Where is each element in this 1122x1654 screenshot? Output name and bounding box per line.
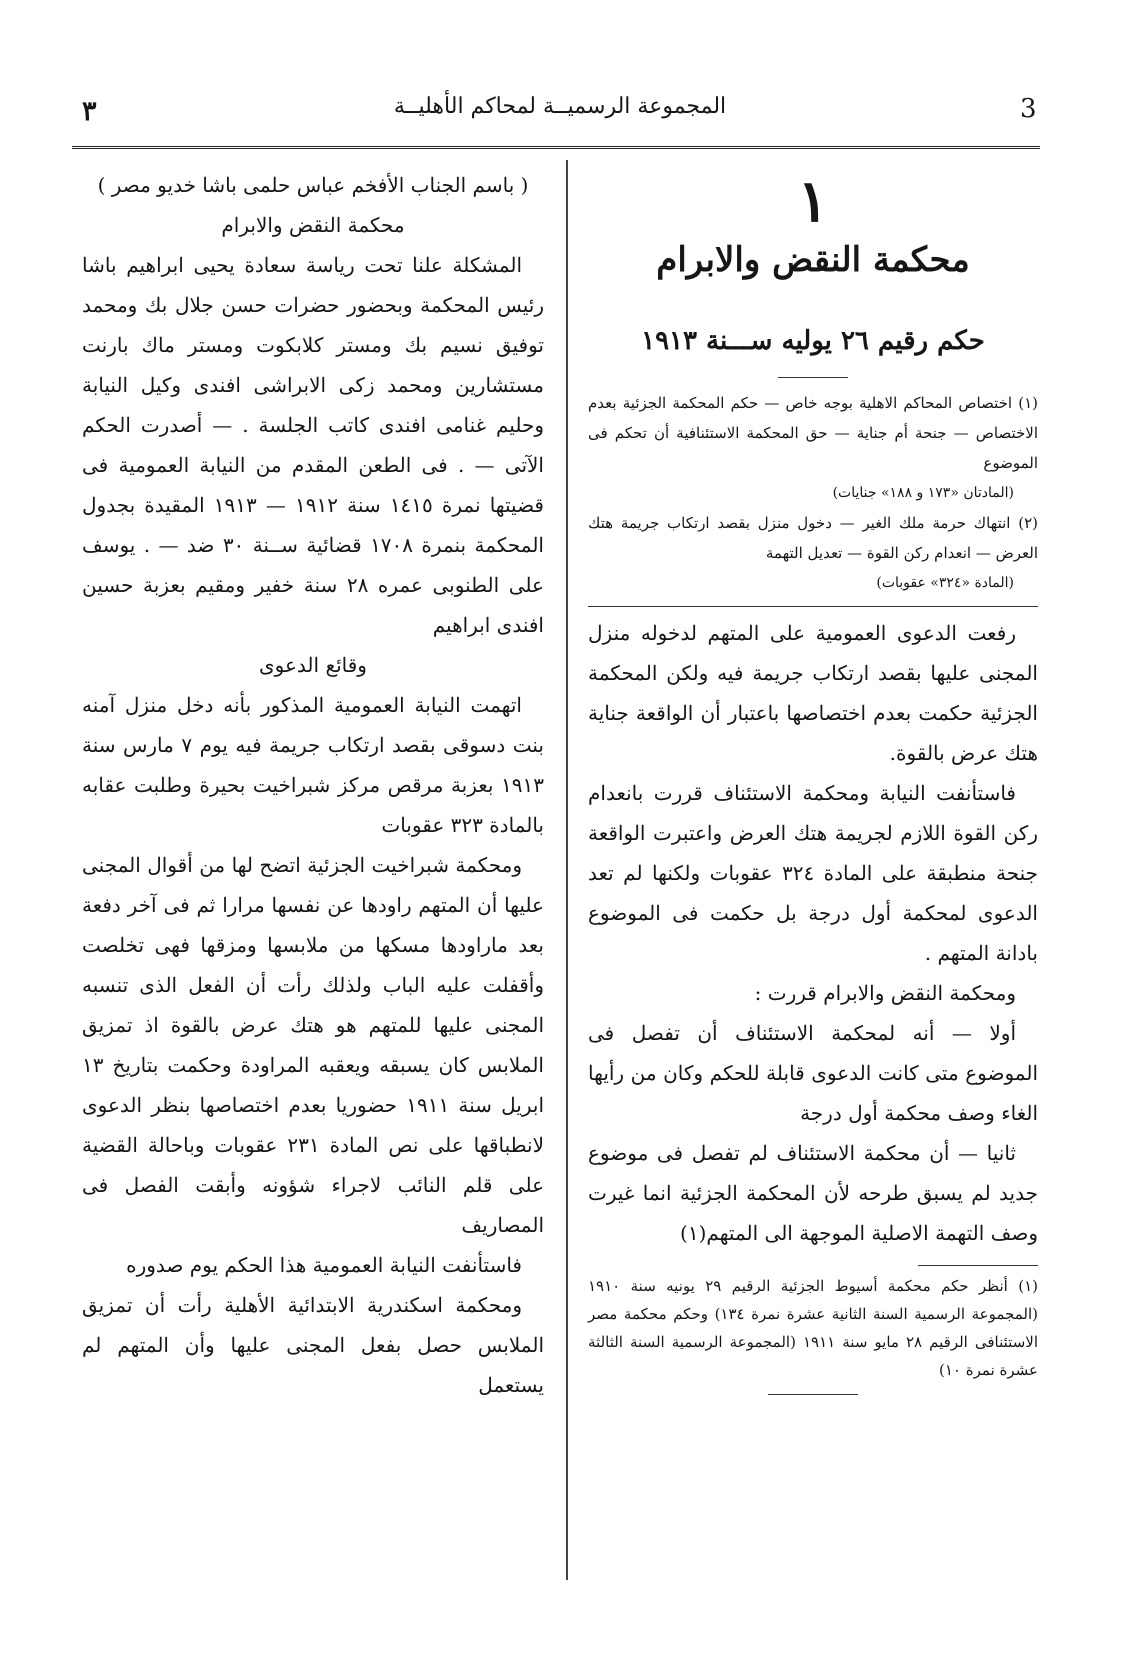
body-paragraph: رفعت الدعوى العمومية على المتهم لدخوله منزل المجنى عليها بقصد ارتكاب جريمة فيه ولكن المحكمة الجزئية حكمت بعدم اختصاصها باعتبار أن الواقعة جناية هتك عرض بالقوة.	[588, 621, 1038, 765]
body-paragraph: فاستأنفت النيابة ومحكمة الاستئناف قررت بانعدام ركن القوة اللازم لجريمة هتك العرض واعتبرت الواقعة جنحة منطبقة على المادة ٣٢٤ عقوبات ولكنها لم تعد الدعوى لمحكمة أول درجة بل حكمت فى الموضوع بادانة المتهم .	[588, 781, 1039, 965]
column-divider	[566, 160, 568, 1580]
body-paragraph: اتهمت النيابة العمومية المذكور بأنه دخل منزل آمنه بنت دسوقى بقصد ارتكاب جريمة فيه يوم ٧ مارس سنة ١٩١٣ بعزبة مرقص مركز شبراخيت بحيرة وطلبت عقابه بالمادة ٣٢٣ عقوبات	[82, 693, 544, 837]
footnote-divider	[918, 1265, 1038, 1266]
left-column	[82, 165, 544, 1405]
body-paragraph: ومحكمة شبراخيت الجزئية اتضح لها من أقوال المجنى عليها أن المتهم راودها عن نفسها مرارا ثم فى آخر دفعة بعد ماراودها مسكها من ملابسها ومزقها فهى تخلصت وأقفلت عليه الباب ولذلك رأت أن الفعل الذى تنسبه المجنى عليها للمتهم هو هتك عرض بالقوة اذ تمزيق الملابس كان يسبقه ويعقبه المراودة وحكمت بتاريخ ١٣ ابريل سنة ١٩١١ حضوريا بعدم اختصاصها بنظر الدعوى لانطباقها على نص المادة ٢٣١ عقوبات وباحالة القضية على قلم النائب لاجراء شؤونه وأبقت الفصل فى المصاريف	[82, 853, 545, 1237]
body-paragraph: المشكلة علنا تحت رياسة سعادة يحيى ابراهيم باشا رئيس المحكمة وبحضور حضرات حسن جلال بك ومحمد توفيق نسيم بك ومستر كلابكوت ومستر ماك بارنت مستشارين ومحمد زكى الابراشى افندى وكيل النيابة وحليم غنامى افندى كاتب الجلسة . — أصدرت الحكم الآتى — . فى الطعن المقدم من النيابة العمومية فى قضيتها نمرة ١٤١٥ سنة ١٩١٢ — ١٩١٣ المقيدة بجدول المحكمة بنمرة ١٧٠٨ قضائية ســنة ٣٠ ضد — . يوسف على الطنوبى عمره ٢٨ سنة خفير ومقيم بعزبة حسين افندى ابراهيم	[82, 253, 544, 637]
body-paragraph: ومحكمة اسكندرية الابتدائية الأهلية رأت أن تمزيق الملابس حصل بفعل المجنى عليها وأن المتهم لم يستعمل	[82, 1293, 545, 1397]
body-paragraph: أولا — أنه لمحكمة الاستئناف أن تفصل فى الموضوع متى كانت الدعوى قابلة للحكم وكان من رأيها الغاء وصف محكمة أول درجة	[588, 1021, 1038, 1125]
header-double-rule	[72, 146, 1040, 149]
court-name: محكمة النقض والابرام	[221, 213, 405, 237]
footnote: (١) أنظر حكم محكمة أسيوط الجزئية الرقيم ٢٩ يونيه سنة ١٩١٠ (المجموعة الرسمية السنة الثانية عشرة نمرة ١٣٤) وحكم محكمة مصر الاستئنافى الرقيم ٢٨ مايو سنة ١٩١١ (المجموعة الرسمية السنة الثالثة عشرة نمرة ١٠)	[588, 1277, 1038, 1379]
right-column	[588, 165, 1038, 1395]
facts-heading: وقائع الدعوى	[259, 653, 367, 677]
body-paragraph: ثانيا — أن محكمة الاستئناف لم تفصل فى موضوع جديد لم يسبق طرحه لأن المحكمة الجزئية انما غيرت وصف التهمة الاصلية الموجهة الى المتهم(١)	[588, 1141, 1038, 1245]
summary-item: (١) اختصاص المحاكم الاهلية بوجه خاص — حكم المحكمة الجزئية بعدم الاختصاص — جنحة أم جناية — حق المحكمة الاستئنافية أن تحكم فى الموضوع	[588, 394, 1038, 472]
court-name-heading: محكمة النقض والابرام	[656, 240, 970, 280]
summary-reference: (المادتان «١٧٣ و ١٨٨» جنايات)	[832, 485, 1014, 501]
summary-divider	[588, 606, 1038, 607]
short-divider	[778, 377, 848, 378]
case-number: ١	[797, 167, 829, 235]
page-number-arabic: ٣	[82, 96, 97, 127]
page-number-latin: 3	[1020, 94, 1037, 124]
case-summary	[588, 388, 1038, 598]
summary-item: (٢) انتهاك حرمة ملك الغير — دخول منزل بقصد ارتكاب جريمة هتك العرض — انعدام ركن القوة — تعديل التهمة	[588, 514, 1038, 562]
running-header-title: المجموعة الرسميــة لمحاكم الأهليــة	[393, 94, 727, 119]
ruling-date: حكم رقيم ٢٦ يوليه ســـنة ١٩١٣	[641, 326, 985, 356]
case-body	[588, 613, 1038, 1253]
summary-reference: (المادة «٣٢٤» عقوبات)	[876, 575, 1014, 591]
judgment-invocation: ( باسم الجناب الأفخم عباس حلمى باشا خديو مصر )	[97, 173, 529, 197]
footnote-end-rule	[768, 1394, 858, 1395]
body-paragraph: ومحكمة النقض والابرام قررت :	[754, 981, 1016, 1005]
body-paragraph: فاستأنفت النيابة العمومية هذا الحكم يوم صدوره	[126, 1253, 522, 1277]
